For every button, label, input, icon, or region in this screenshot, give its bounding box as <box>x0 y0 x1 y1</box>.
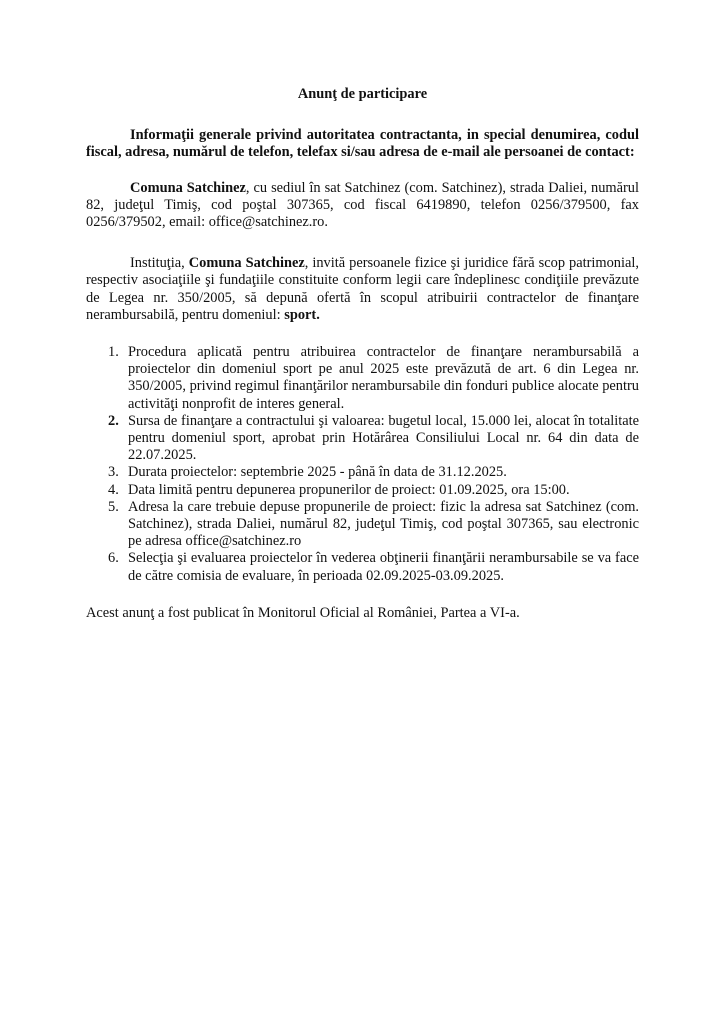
invitation-prefix: Instituţia, <box>130 255 189 272</box>
authority-paragraph <box>86 180 639 232</box>
invitation-domain: sport. <box>284 306 320 323</box>
list-item-number: 1. <box>108 344 119 361</box>
list-item-number: 6. <box>108 550 119 567</box>
intro-heading <box>86 127 639 161</box>
list-item <box>86 550 639 584</box>
list-item-number: 2. <box>108 412 119 429</box>
authority-name: Comuna Satchinez <box>130 179 246 196</box>
list-item-number: 4. <box>108 481 119 498</box>
list-item-number: 3. <box>108 464 119 481</box>
procedure-list <box>86 344 639 585</box>
list-item <box>86 344 639 413</box>
list-item-text: Sursa de finanţare a contractului şi valoarea: bugetul local, 15.000 lei, alocat în totalitate pentru domeniul sport, aprobat prin Hotărârea Consiliului Local nr. 64 din data de 22.07.2025. <box>128 412 639 464</box>
list-item <box>86 499 639 551</box>
list-item-text: Durata proiectelor: septembrie 2025 - până în data de 31.12.2025. <box>128 464 507 481</box>
invitation-paragraph <box>86 255 639 324</box>
authority-details: , cu sediul în sat Satchinez (com. Satchinez), strada Daliei, numărul 82, judeţul Timiş, cod poştal 307365, cod fiscal 6419890, telefon 0256/379500, fax 0256/379502, email: office@satchinez.ro. <box>86 179 639 231</box>
document-title: Anunţ de participare <box>297 86 428 102</box>
list-item <box>86 413 639 465</box>
list-item-text: Selecţia şi evaluarea proiectelor în vederea obţinerii finanţării nerambursabile se va face de către comisia de evaluare, în perioada 02.09.2025-03.09.2025. <box>128 550 639 584</box>
list-item-text: Adresa la care trebuie depuse propunerile de proiect: fizic la adresa sat Satchinez (com. Satchinez), strada Daliei, numărul 82, judeţul Timiş, cod poştal 307365, sau electronic pe adresa office@satchinez.ro <box>128 498 639 550</box>
list-item-text: Procedura aplicată pentru atribuirea contractelor de finanţare nerambursabilă a proiectelor din domeniul sport pe anul 2025 este prevăzută de art. 6 din Legea nr. 350/2005, privind regimul finanţărilor nerambursabile din fonduri publice alocate pentru activităţi nonprofit de interes general. <box>128 344 639 412</box>
list-item-text: Data limită pentru depunerea propunerilor de proiect: 01.09.2025, ora 15:00. <box>128 481 570 498</box>
list-item <box>86 464 639 481</box>
document-body <box>86 86 639 622</box>
publication-note: Acest anunţ a fost publicat în Monitorul Oficial al României, Partea a VI-a. <box>86 604 520 621</box>
intro-heading-text: Informaţii generale privind autoritatea contractanta, in special denumirea, codul fiscal, adresa, numărul de telefon, telefax si/sau adresa de e-mail ale persoanei de contact: <box>86 127 639 161</box>
list-item-number: 5. <box>108 498 119 515</box>
list-item <box>86 482 639 499</box>
invitation-text: , invită persoanele fizice şi juridice fără scop patrimonial, respectiv asociaţiile şi fundaţiile constituite conform legii care îndeplinesc condiţiile prevăzute de Legea nr. 350/2005, să depună ofertă în scopul atribuirii contractelor de finanţare nerambursabilă, pentru domeniul: <box>86 255 639 323</box>
invitation-authority-name: Comuna Satchinez <box>188 255 305 272</box>
